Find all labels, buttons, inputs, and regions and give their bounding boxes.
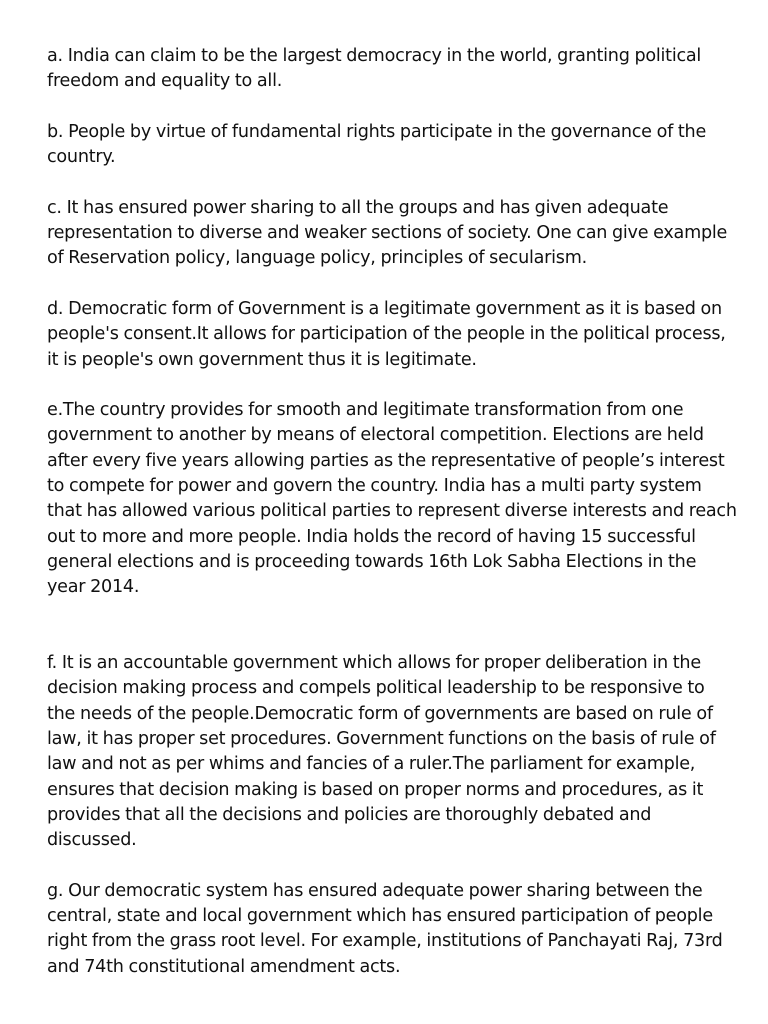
document-body	[47, 44, 737, 1005]
paragraph-g: g. Our democratic system has ensured adequate power sharing between the central, state and local government which has ensured participation of people right from the grass root level. For example, institutions of Panchayati Raj, 73rd and 74th constitutional amendment acts.	[47, 880, 723, 977]
paragraph-b: b. People by virtue of fundamental rights participate in the governance of the country.	[47, 121, 707, 168]
paragraph-d: d. Democratic form of Government is a legitimate government as it is based on people's consent.It allows for participation of the people in the political process, it is people's own government thus it is legitimate.	[47, 298, 726, 370]
paragraph-f: f. It is an accountable government which allows for proper deliberation in the decision making process and compels political leadership to be responsive to the needs of the people.Democratic form of governments are based on rule of law, it has proper set procedures. Government functions on the basis of rule of law and not as per whims and fancies of a ruler.The parliament for example, ensures that decision making is based on proper norms and procedures, as it provides that all the decisions and policies are thoroughly debated and discussed.	[47, 653, 716, 851]
paragraph-c: c. It has ensured power sharing to all the groups and has given adequate representation to diverse and weaker sections of society. One can give example of Reservation policy, language policy, principles of secularism.	[47, 197, 728, 269]
paragraph-e: e.The country provides for smooth and legitimate transformation from one government to another by means of electoral competition. Elections are held after every five years allowing parties as the representative of people’s interest to compete for power and govern the country. India has a multi party system that has allowed various political parties to represent diverse interests and reach out to more and more people. India holds the record of having 15 successful general elections and is proceeding towards 16th Lok Sabha Elections in the year 2014.	[47, 400, 737, 598]
paragraph-a: a. India can claim to be the largest democracy in the world, granting political freedom and equality to all.	[47, 46, 702, 92]
